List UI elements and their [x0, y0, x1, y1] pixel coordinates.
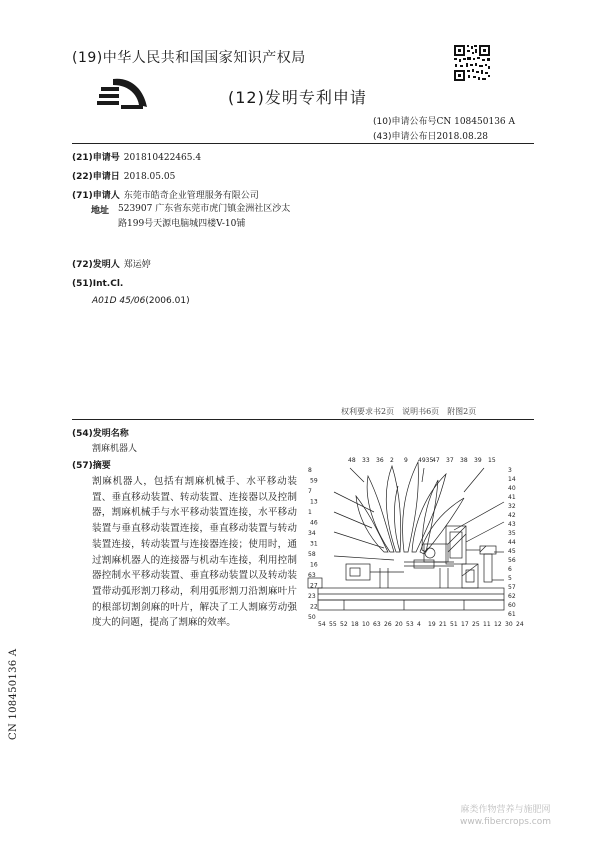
drawing-ref-label: 33 — [362, 457, 370, 464]
drawing-ref-label: 34 — [308, 530, 316, 537]
title-label: (54)发明名称 — [72, 429, 129, 439]
abstract-drawing — [304, 452, 534, 632]
application-number: (21)申请号 201810422465.4 — [72, 153, 202, 163]
drawing-ref-label: 21 — [439, 621, 447, 628]
drawing-ref-label: 46 — [310, 519, 318, 527]
drawing-ref-label: 58 — [308, 551, 316, 558]
drawing-ref-label: 37 — [446, 457, 454, 464]
drawing-ref-label: 27 — [310, 582, 318, 590]
drawing-ref-label: 13 — [310, 498, 318, 506]
drawing-ref-label: 48 — [348, 457, 356, 464]
drawing-ref-label: 5 — [508, 575, 512, 582]
drawing-ref-label: 32 — [508, 503, 516, 510]
document-type-title: (12)发明专利申请 — [228, 88, 367, 107]
drawing-ref-label: 55 — [329, 621, 337, 628]
applicant: (71)申请人 东莞市皓奇企业管理服务有限公司 — [72, 191, 259, 201]
drawing-ref-label: 9 — [404, 457, 408, 464]
ipc-label: (51)Int.Cl. — [72, 279, 124, 289]
drawing-ref-label: 4 — [417, 621, 421, 628]
drawing-ref-label: 17 — [461, 621, 469, 628]
drawing-ref-label: 7 — [308, 488, 312, 495]
abstract-text: 割麻机器人，包括有割麻机械手、水平移动装置、垂直移动装置、转动装置、连接器以及控制器，割麻机械手与水平移动装置连接，水平移动装置与垂直移动装置连接，垂直移动装置与转动装置连接，转动装置与连接器连接；使用时，通过割麻机器人的连接器与机动车连接，利用控制器控制水平移动装置、垂直移动装置以及转动装置带动弧形割刀移动，利用弧形割刀沿割麻叶片的根部切割剑麻的叶片，解决了工人割麻劳动强度大的问题，提高了割麻的效率。 — [92, 476, 297, 629]
drawing-ref-label: 56 — [508, 557, 516, 564]
drawing-ref-label: 59 — [310, 477, 318, 485]
drawing-ref-label: 23 — [308, 593, 316, 600]
drawing-ref-label: 20 — [395, 621, 403, 628]
patent-office-emblem-icon — [95, 75, 153, 115]
drawing-ref-label: 52 — [340, 621, 348, 628]
drawing-ref-label: 50 — [308, 614, 316, 621]
drawing-ref-label: 19 — [428, 621, 436, 628]
drawing-ref-label: 12 — [494, 621, 502, 628]
drawing-ref-label: 2 — [390, 457, 394, 464]
drawing-ref-label: 53 — [406, 621, 414, 628]
drawing-ref-label: 41 — [508, 494, 516, 501]
drawing-ref-label: 63 — [373, 621, 381, 628]
drawing-ref-label: 4935 — [418, 457, 434, 464]
drawing-ref-label: 25 — [472, 621, 480, 628]
drawing-ref-label: 15 — [488, 457, 496, 464]
drawing-ref-label: 43 — [508, 521, 516, 528]
drawing-ref-label: 42 — [508, 512, 516, 519]
publication-number: (10)申请公布号CN 108450136 A — [373, 117, 516, 127]
invention-title: 割麻机器人 — [92, 444, 138, 454]
drawing-ref-label: 61 — [508, 611, 516, 618]
address-label: 地址 — [91, 206, 110, 216]
drawing-ref-label: 6 — [508, 566, 512, 573]
filing-date: (22)申请日 2018.05.05 — [72, 172, 176, 182]
drawing-ref-label: 54 — [318, 621, 326, 628]
drawing-linework — [308, 462, 504, 610]
drawing-ref-label: 60 — [508, 602, 516, 609]
drawing-ref-label: 30 — [505, 621, 513, 628]
drawing-labels — [308, 457, 524, 628]
drawing-ref-label: 22 — [310, 603, 318, 611]
drawing-ref-label: 11 — [483, 621, 491, 628]
applicant-address: 523907 广东省东莞市虎门镇金洲社区沙太路199号天源电脑城四楼V-10铺 — [118, 204, 291, 229]
drawing-ref-label: 31 — [310, 540, 318, 548]
qr-code-icon — [453, 44, 491, 82]
drawing-ref-label: 57 — [508, 584, 516, 591]
side-publication-number: CN 108450136 A — [8, 648, 19, 740]
drawing-ref-label: 18 — [351, 621, 359, 628]
header-divider — [72, 143, 534, 144]
drawing-ref-label: 44 — [508, 539, 516, 546]
drawing-ref-label: 39 — [474, 457, 482, 464]
drawing-ref-label: 1 — [308, 509, 312, 516]
drawing-ref-label: 35 — [508, 530, 516, 537]
pages-divider — [72, 419, 534, 420]
drawing-ref-label: 3 — [508, 467, 512, 474]
drawing-ref-label: 38 — [460, 457, 468, 464]
drawing-ref-label: 47 — [432, 457, 440, 464]
drawing-ref-label: 24 — [516, 621, 524, 628]
site-watermark: 麻类作物营养与施肥网 www.fibercrops.com — [460, 805, 551, 827]
drawing-ref-label: 16 — [310, 561, 318, 569]
abstract-label: (57)摘要 — [72, 461, 111, 471]
page-counts: 权利要求书2页 说明书6页 附图2页 — [341, 407, 477, 416]
drawing-ref-label: 8 — [308, 467, 312, 474]
publication-date: (43)申请公布日2018.08.28 — [373, 132, 489, 142]
drawing-ref-label: 62 — [508, 593, 516, 600]
drawing-ref-label: 14 — [508, 476, 516, 483]
ipc-classification: A01D 45/06(2006.01) — [92, 296, 190, 306]
inventor: (72)发明人 郑运婷 — [72, 260, 151, 270]
drawing-ref-label: 51 — [450, 621, 458, 628]
drawing-ref-label: 63 — [308, 572, 316, 579]
issuing-office: (19)中华人民共和国国家知识产权局 — [72, 50, 306, 66]
drawing-ref-label: 36 — [376, 457, 384, 464]
drawing-ref-label: 45 — [508, 548, 516, 555]
drawing-ref-label: 10 — [362, 621, 370, 628]
drawing-ref-label: 26 — [384, 621, 392, 628]
drawing-ref-label: 40 — [508, 485, 516, 492]
